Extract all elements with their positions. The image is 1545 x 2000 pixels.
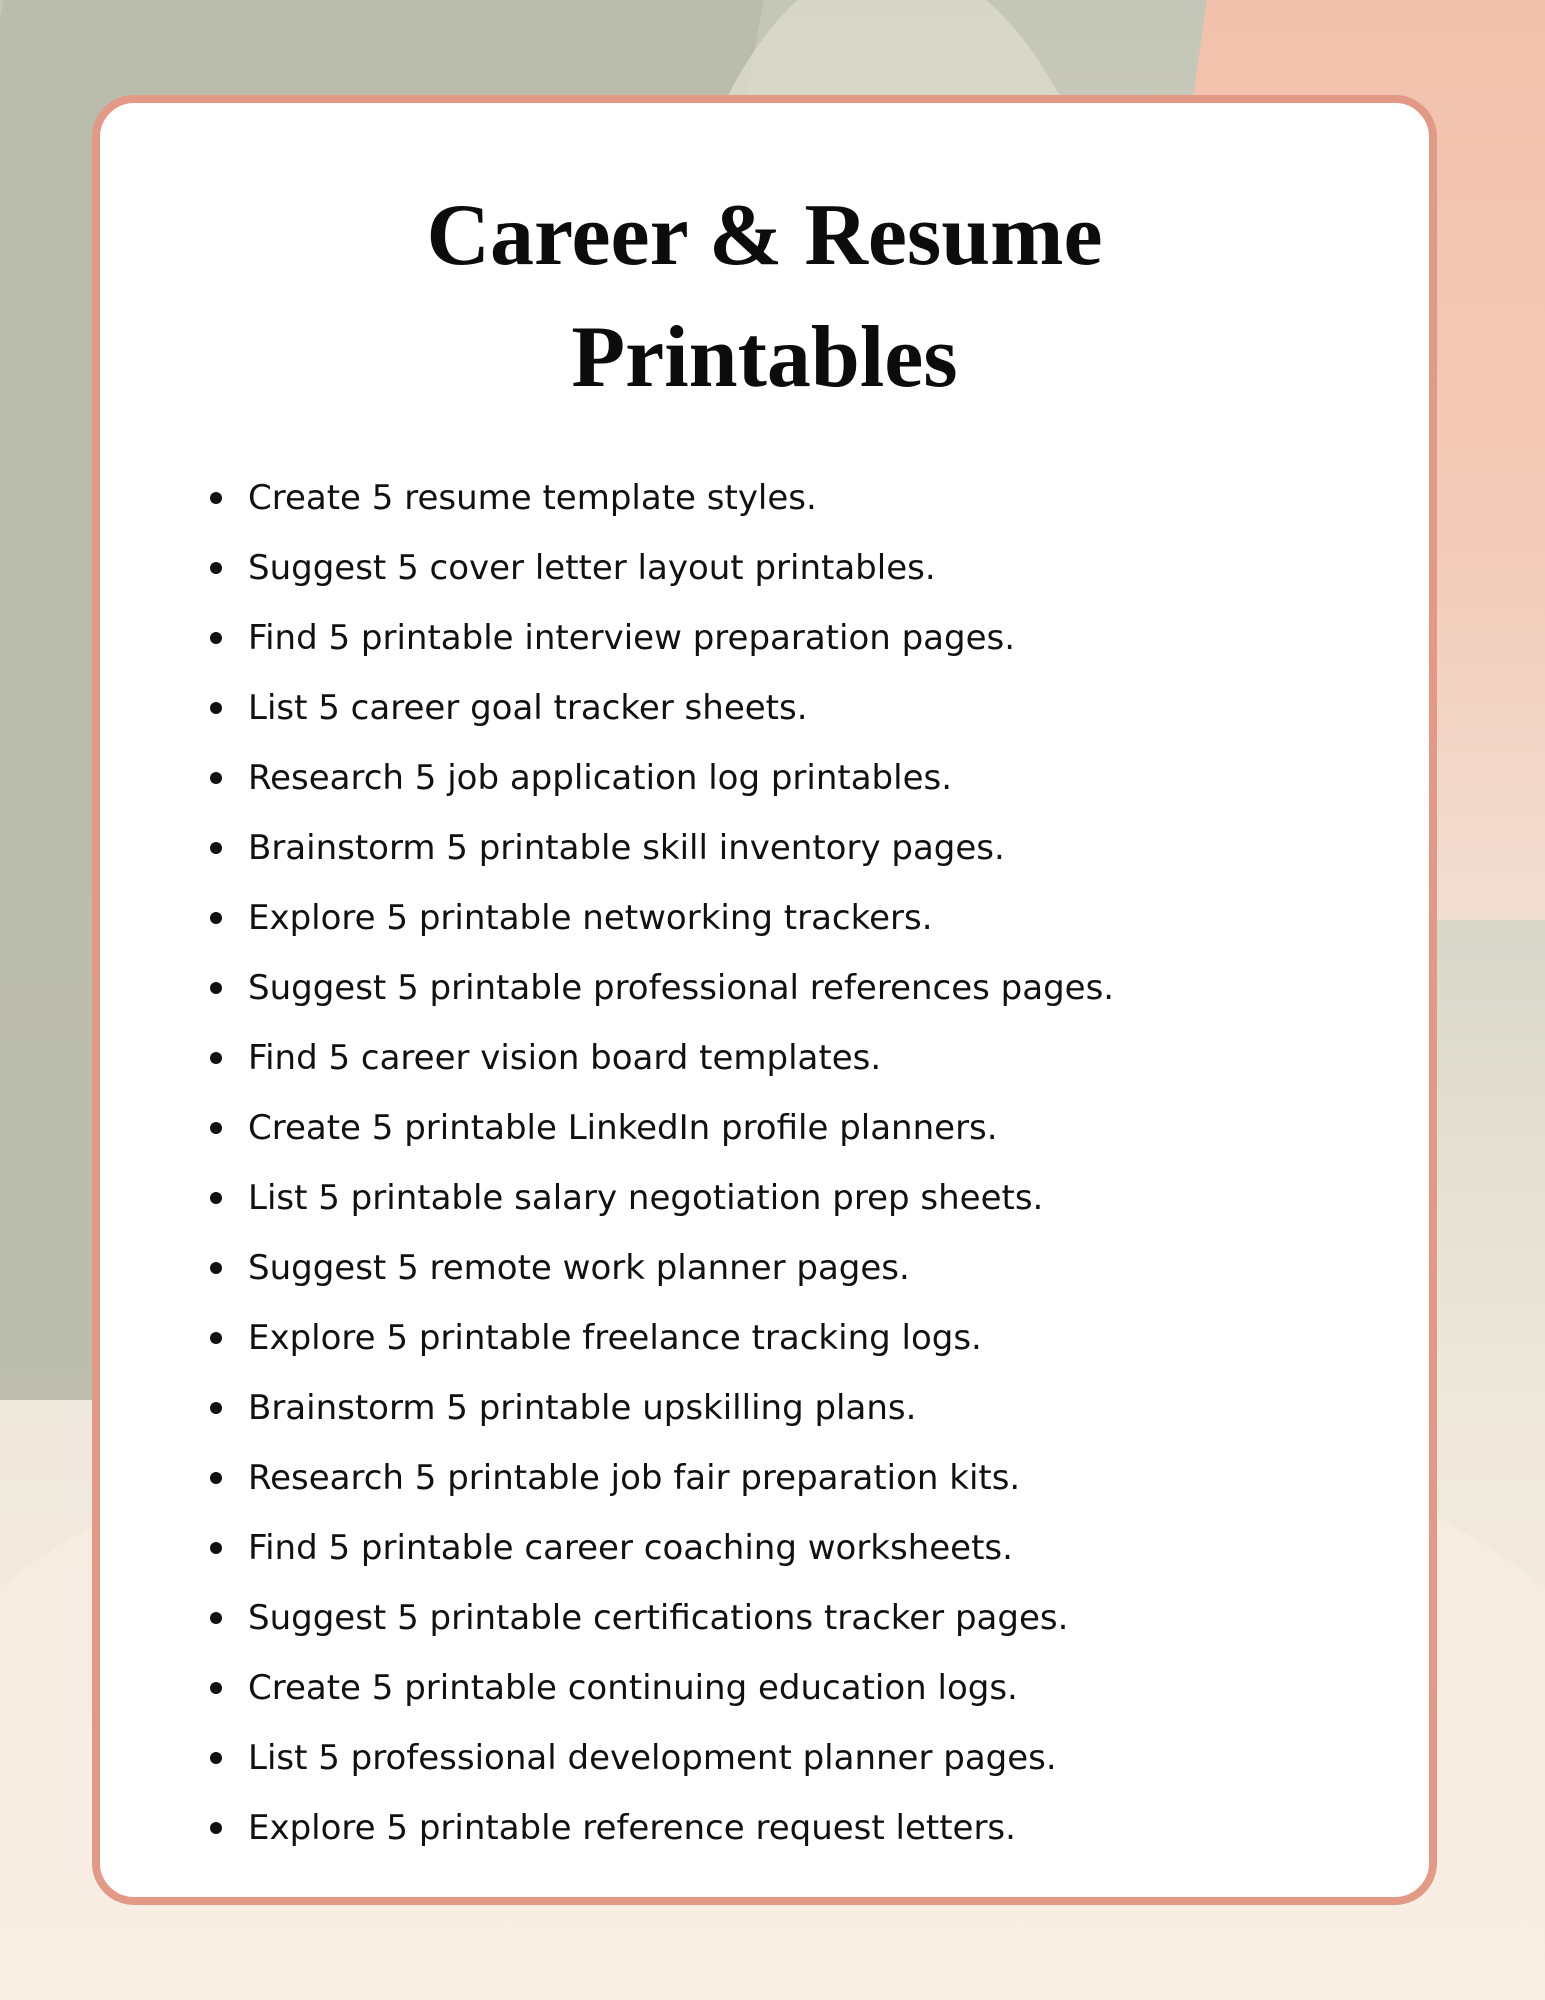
list-item [160, 1303, 1114, 1373]
bullet-icon [210, 1262, 222, 1274]
bullet-icon [210, 1402, 222, 1414]
list-item [160, 1723, 1114, 1793]
list-item-text: Suggest 5 printable certifications tracker pages. [248, 1598, 1069, 1638]
list-item-text: Create 5 printable continuing education logs. [248, 1668, 1018, 1708]
list-item [160, 1373, 1114, 1443]
list-item-text: Create 5 printable LinkedIn profile planners. [248, 1108, 998, 1148]
list-item-text: List 5 printable salary negotiation prep sheets. [248, 1178, 1044, 1218]
list-item [160, 883, 1114, 953]
list-item [160, 1233, 1114, 1303]
list-item-text: Suggest 5 printable professional references pages. [248, 968, 1115, 1008]
list-item [160, 953, 1114, 1023]
bullet-icon [210, 492, 222, 504]
bullet-icon [210, 1542, 222, 1554]
list-item [160, 1583, 1114, 1653]
bullet-icon [210, 1332, 222, 1344]
list-item [160, 813, 1114, 883]
list-item-text: Explore 5 printable networking trackers. [248, 898, 933, 938]
bullet-icon [210, 1052, 222, 1064]
list-item [160, 1163, 1114, 1233]
list-item-text: List 5 career goal tracker sheets. [248, 688, 808, 728]
list-item-text: Research 5 job application log printables. [248, 758, 953, 798]
list-item [160, 533, 1114, 603]
list-item [160, 1093, 1114, 1163]
list-item [160, 463, 1114, 533]
bullet-icon [210, 1752, 222, 1764]
list-item [160, 1653, 1114, 1723]
bullet-icon [210, 702, 222, 714]
printable-ideas-list [160, 463, 1114, 1863]
list-item-text: Explore 5 printable reference request letters. [248, 1808, 1016, 1848]
list-item-text: Suggest 5 cover letter layout printables. [248, 548, 936, 588]
list-item [160, 1513, 1114, 1583]
content-card [92, 95, 1437, 1905]
bullet-icon [210, 842, 222, 854]
list-item-text: List 5 professional development planner pages. [248, 1738, 1057, 1778]
title-line-2: Printables [571, 309, 958, 406]
list-item [160, 1443, 1114, 1513]
list-item-text: Explore 5 printable freelance tracking logs. [248, 1318, 982, 1358]
list-item-text: Find 5 printable interview preparation pages. [248, 618, 1016, 658]
title-line-1: Career & Resume [426, 187, 1103, 284]
list-item-text: Research 5 printable job fair preparation kits. [248, 1458, 1021, 1498]
bullet-icon [210, 1192, 222, 1204]
list-item-text: Brainstorm 5 printable skill inventory pages. [248, 828, 1005, 868]
list-item [160, 673, 1114, 743]
list-item-text: Create 5 resume template styles. [248, 478, 817, 518]
page-title [100, 175, 1429, 419]
list-item [160, 1793, 1114, 1863]
bullet-icon [210, 1612, 222, 1624]
bullet-icon [210, 912, 222, 924]
bullet-icon [210, 772, 222, 784]
list-item-text: Suggest 5 remote work planner pages. [248, 1248, 910, 1288]
bullet-icon [210, 1682, 222, 1694]
list-item [160, 603, 1114, 673]
bullet-icon [210, 982, 222, 994]
list-item-text: Find 5 printable career coaching worksheets. [248, 1528, 1013, 1568]
list-item-text: Brainstorm 5 printable upskilling plans. [248, 1388, 917, 1428]
bullet-icon [210, 632, 222, 644]
bullet-icon [210, 1472, 222, 1484]
bullet-icon [210, 1122, 222, 1134]
list-item [160, 1023, 1114, 1093]
list-item [160, 743, 1114, 813]
bullet-icon [210, 562, 222, 574]
list-item-text: Find 5 career vision board templates. [248, 1038, 882, 1078]
bullet-icon [210, 1822, 222, 1834]
